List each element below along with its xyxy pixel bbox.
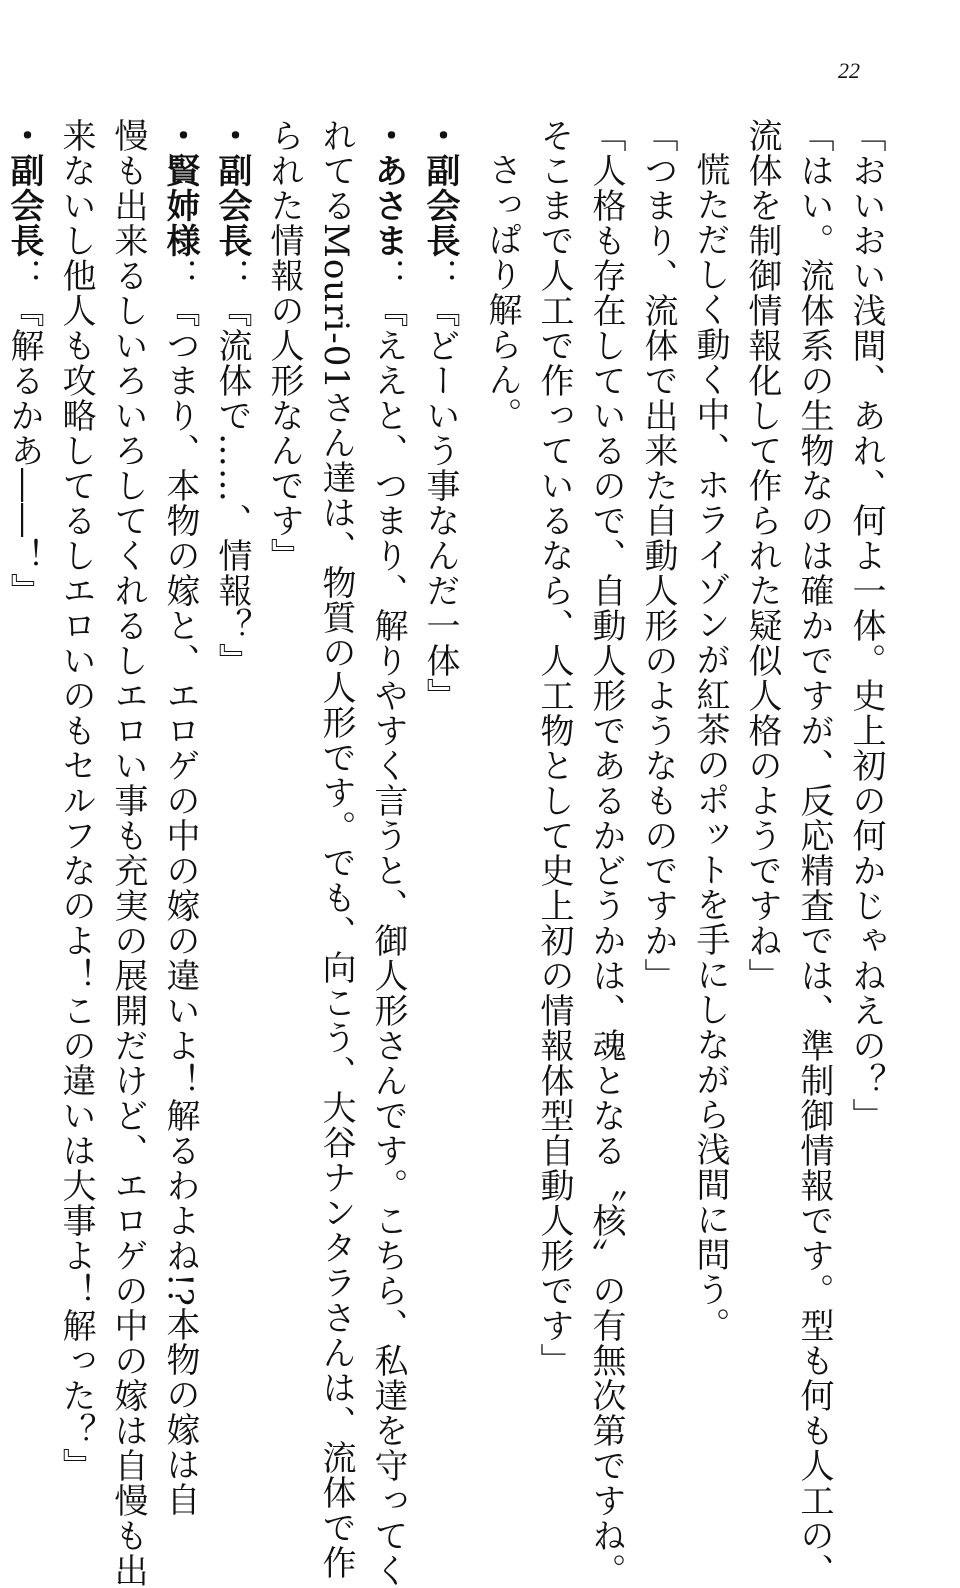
narration-line: さっぱり解らん。 (482, 152, 522, 432)
dialogue-text: ：『流体で……、情報？』 (212, 258, 252, 678)
dialogue-text: られた情報の人形なんです』 (264, 118, 304, 573)
speaker-name: ・賢姉様 (160, 118, 200, 258)
speaker-name: ・あさま (368, 118, 408, 258)
speaker-name: ・副会長 (212, 118, 252, 258)
dialogue-text: 慢も出来るしいろいろしてくれるしエロい事も充実の展開だけど、エロゲの中の嫁は自慢も出 (108, 118, 148, 1588)
novel-text (4, 118, 892, 1588)
narration-line: そこまで人工で作っているなら、人工物として史上初の情報体型自動人形です」 (534, 118, 574, 1378)
speaker-name: ・副会長 (4, 118, 44, 258)
page-number: 22 (838, 58, 860, 83)
dialogue-line (310, 118, 362, 1581)
dialogue-line (414, 118, 466, 1318)
narration-line: 「おいおい浅間、あれ、何よ一体。史上初の何かじゃねえの？」 (846, 118, 886, 1133)
narration-line: 流体を制御情報化して作られた疑似人格のようですね」 (742, 118, 782, 993)
dialogue-text: ：『解るかあ――！』 (4, 258, 44, 608)
narration-line: 「つまり、流体で出来た自動人形のようなものですか」 (638, 118, 678, 993)
dialogue-text: ：『どーいう事なんだ一体』 (420, 258, 460, 713)
narration-line: 「はい。流体系の生物なのは確かですが、反応精査では、準制御情報です。型も何も人工の、 (794, 118, 834, 1588)
narration-line: 「人格も存在しているので、自動人形であるかどうかは、魂となる〝核〟の有無次第ですね。 (586, 118, 626, 1588)
dialogue-text: れてるMouri-01さん達は、物質の人形です。でも、向こう、大谷ナンタラさんは、流体で作 (316, 118, 356, 1581)
dialogue-line (50, 118, 102, 1483)
dialogue-text: 来ないし他人も攻略してるしエロいのもセルフなのよ！この違いは大事よ！解った？』 (56, 118, 96, 1483)
speaker-name: ・副会長 (420, 118, 460, 258)
dialogue-text: ：『ええと、つまり、解りやすく言うと、御人形さんです。こちら、私達を守ってく (368, 258, 408, 1588)
dialogue-line (154, 118, 206, 1517)
dialogue-line (0, 118, 50, 1318)
dialogue-line (102, 118, 154, 1588)
dialogue-line (206, 118, 258, 1318)
dialogue-line (362, 118, 414, 1588)
dialogue-text: ：『つまり、本物の嫁と、エロゲの中の嫁の違いよ！解るわよね!?本物の嫁は自 (160, 258, 200, 1517)
narration-line: 慌ただしく動く中、ホライゾンが紅茶のポットを手にしながら浅間に問う。 (690, 152, 730, 1342)
dialogue-line (258, 118, 310, 1318)
